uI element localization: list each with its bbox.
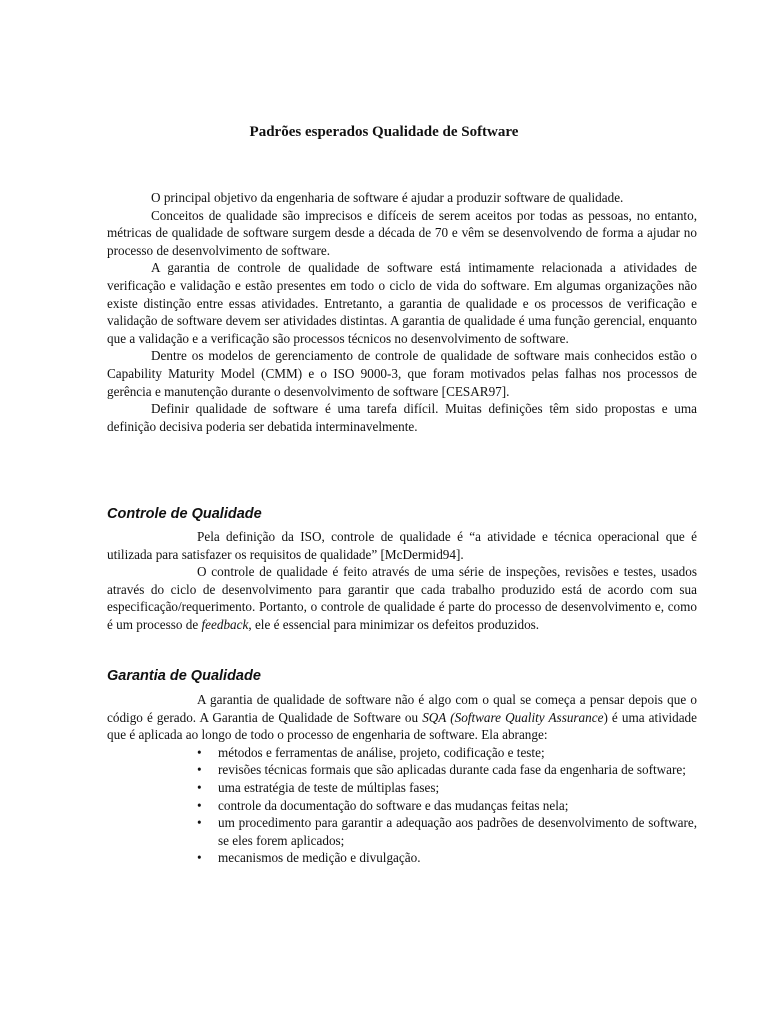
bullet-icon: • (197, 744, 202, 760)
list-item (107, 744, 697, 762)
list-item-text: mecanismos de medição e divulgação. (218, 850, 421, 866)
intro-paragraph: Conceitos de qualidade são imprecisos e difíceis de serem aceitos por todas as pessoas, no entanto, métricas de qualidade de software surgem desde a década de 70 e vêm se desenvolvendo de forma a ajudar no processo de desenvolvimento de software. (107, 207, 697, 258)
controle-paragraph: Pela definição da ISO, controle de qualidade é “a atividade e técnica operacional que é utilizada para satisfazer os requisitos de qualidade” [McDermid94]. (107, 529, 697, 562)
section-heading-controle: Controle de Qualidade (107, 506, 262, 522)
paragraph-text: ) é uma atividade que é aplicada ao longo de todo o processo de engenharia de software. Ela abrange: (107, 709, 698, 743)
paragraph-text: , ele é essencial para minimizar os defeitos produzidos. (248, 616, 540, 632)
bullet-icon: • (197, 850, 202, 866)
paragraph-text: O controle de qualidade é feito através de uma série de inspeções, revisões e testes, usados através do ciclo de desenvolvimento para garantir que cada trabalho produzido está de acordo com sua especificação/requerimento. Portanto, o controle de qualidade é parte do processo de desenvolvimento e, como é um processo de (107, 564, 697, 632)
list-item-text: um procedimento para garantir a adequação aos padrões de desenvolvimento de software, se eles forem aplicados; (218, 815, 697, 848)
list-item-text: controle da documentação do software e das mudanças feitas nela; (218, 797, 569, 813)
intro-paragraph: Dentre os modelos de gerenciamento de controle de qualidade de software mais conhecidos estão o Capability Maturity Model (CMM) e o ISO 9000-3, que foram motivados pelas falhas nos processos de gerência e manutenção durante o desenvolvimento de software [CESAR97]. (107, 348, 697, 399)
bullet-list (107, 744, 697, 867)
intro-section (107, 189, 697, 435)
garantia-paragraph (107, 691, 697, 744)
section-heading-garantia: Garantia de Qualidade (107, 668, 261, 684)
controle-section (107, 528, 697, 634)
bullet-icon: • (197, 762, 202, 778)
intro-paragraph: Definir qualidade de software é uma tarefa difícil. Muitas definições têm sido propostas e uma definição decisiva poderia ser debatida interminavelmente. (107, 401, 697, 434)
list-item-text: revisões técnicas formais que são aplicadas durante cada fase da engenharia de software; (218, 762, 686, 778)
paragraph-text: A garantia de qualidade de software não é algo com o qual se começa a pensar depois que o código é gerado. A Garantia de Qualidade de Software ou (107, 692, 697, 725)
italic-term: feedback (201, 616, 249, 632)
list-item (107, 849, 697, 867)
intro-paragraph: O principal objetivo da engenharia de software é ajudar a produzir software de qualidade. (151, 190, 624, 205)
intro-paragraph: A garantia de controle de qualidade de software está intimamente relacionada a atividades de verificação e validação e estão presentes em todo o ciclo de vida do software. Em algumas organizações não existe distinção entre essas atividades. Entretanto, a garantia de qualidade e os processos de verificação e validação de software devem ser atividades distintas. A garantia de qualidade é uma função gerencial, enquanto que a validação e a verificação são processos técnicos no desenvolvimento de software. (107, 260, 697, 346)
italic-term: SQA (Software Quality Assurance (422, 709, 604, 725)
list-item (107, 797, 697, 815)
list-item (107, 779, 697, 797)
list-item-text: métodos e ferramentas de análise, projeto, codificação e teste; (218, 744, 545, 760)
controle-paragraph (107, 563, 697, 633)
list-item (107, 761, 697, 779)
bullet-icon: • (197, 779, 202, 795)
page-title: Padrões esperados Qualidade de Software (249, 124, 519, 140)
list-item-text: uma estratégia de teste de múltiplas fases; (218, 779, 440, 795)
bullet-icon: • (197, 797, 202, 813)
bullet-icon: • (197, 815, 202, 831)
garantia-section (107, 691, 697, 867)
list-item (107, 814, 697, 849)
